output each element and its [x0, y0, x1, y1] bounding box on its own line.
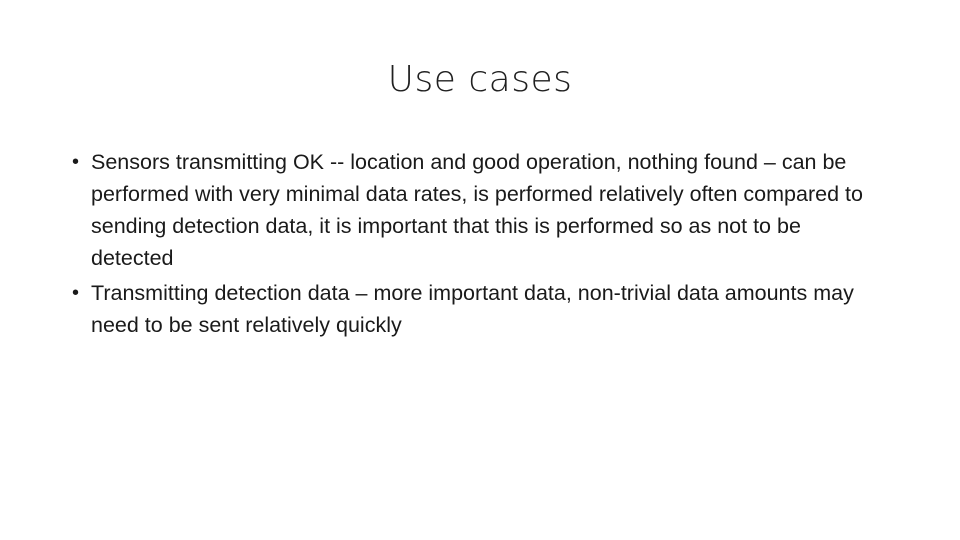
- bullet-dot-icon: •: [72, 151, 80, 173]
- bullet-text: Transmitting detection data – more important data, non-trivial data amounts may need to be sent relatively quickly: [91, 281, 854, 337]
- bullet-item: [70, 277, 870, 341]
- bullet-list: [70, 146, 870, 344]
- slide-title: Use cases: [387, 59, 573, 100]
- bullet-dot-icon: •: [72, 282, 80, 304]
- bullet-text: Sensors transmitting OK -- location and good operation, nothing found – can be performed with very minimal data rates, is performed relatively often compared to sending detection data, it is important that this is performed so as not to be detected: [91, 150, 863, 270]
- bullet-item: [70, 146, 870, 274]
